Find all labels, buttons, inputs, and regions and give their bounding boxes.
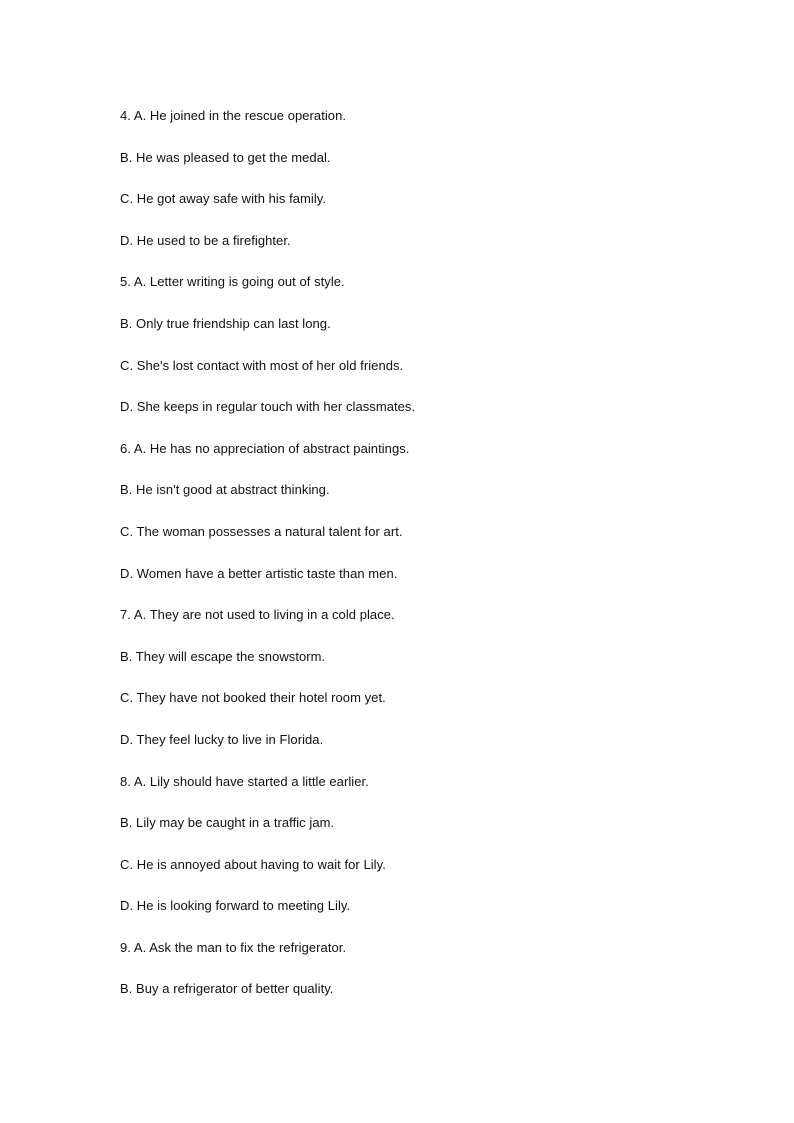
option-line: C. She's lost contact with most of her old friends. xyxy=(120,357,404,373)
option-line: D. They feel lucky to live in Florida. xyxy=(120,731,324,747)
option-line: C. They have not booked their hotel room yet. xyxy=(120,690,386,706)
option-line: D. Women have a better artistic taste than men. xyxy=(120,565,398,581)
option-line: 6. A. He has no appreciation of abstract paintings. xyxy=(120,440,410,456)
option-line: B. Buy a refrigerator of better quality. xyxy=(120,981,334,997)
option-line: D. He is looking forward to meeting Lily. xyxy=(120,898,351,914)
option-line: B. They will escape the snowstorm. xyxy=(120,648,326,664)
option-line: D. He used to be a firefighter. xyxy=(120,232,291,248)
option-line: C. He is annoyed about having to wait for Lily. xyxy=(120,856,386,872)
option-line: 9. A. Ask the man to fix the refrigerator. xyxy=(120,939,347,955)
option-line: 7. A. They are not used to living in a cold place. xyxy=(120,607,395,623)
option-line: 5. A. Letter writing is going out of style. xyxy=(120,274,345,290)
question-options xyxy=(120,108,740,1023)
option-line: B. He was pleased to get the medal. xyxy=(120,149,331,165)
option-line: D. She keeps in regular touch with her classmates. xyxy=(120,399,416,415)
option-line: 4. A. He joined in the rescue operation. xyxy=(120,108,347,123)
option-line: B. Only true friendship can last long. xyxy=(120,315,331,331)
option-line: B. Lily may be caught in a traffic jam. xyxy=(120,815,335,831)
option-line: C. He got away safe with his family. xyxy=(120,191,327,207)
option-line: 8. A. Lily should have started a little earlier. xyxy=(120,773,369,789)
option-line: B. He isn't good at abstract thinking. xyxy=(120,482,330,498)
option-line: C. The woman possesses a natural talent for art. xyxy=(120,523,403,539)
